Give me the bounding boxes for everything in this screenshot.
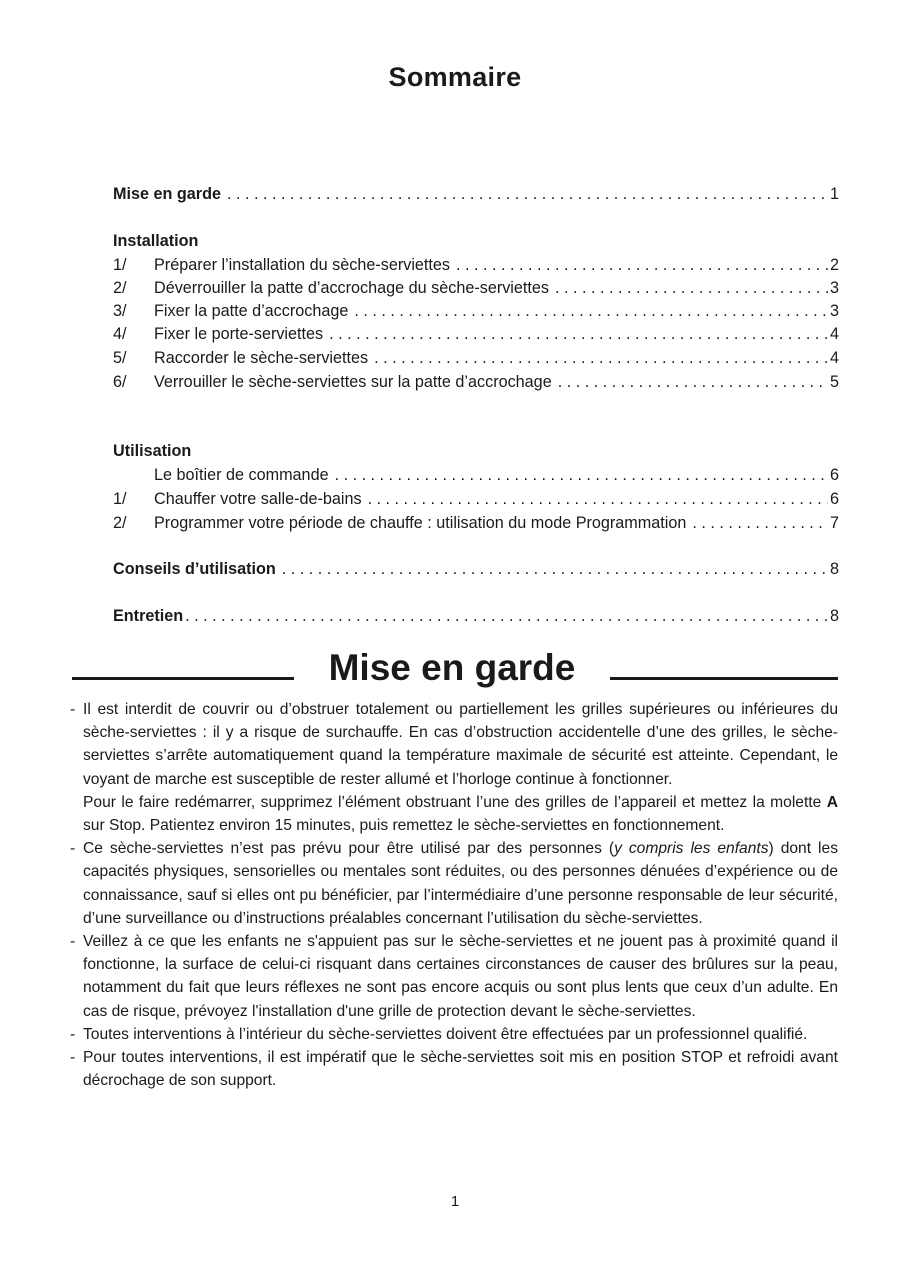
toc-entry-label: Chauffer votre salle-de-bains [154,490,362,508]
warning-item [70,1023,838,1046]
toc-entry-mise-en-garde[interactable] [113,182,839,206]
warning-item [70,930,838,1023]
section-title: Mise en garde [328,647,576,688]
text-run: Ce sèche-serviettes n’est pas prévu pour être utilisé par des personnes ( [83,840,615,858]
section-header-mise-en-garde [72,642,838,698]
toc-entry-label: Raccorder le sèche-serviettes [154,349,369,367]
toc-entry[interactable] [113,487,839,511]
toc-entry-page: 3 [829,302,839,320]
toc-leader-dots [558,370,828,394]
toc-entry-page: 3 [829,279,839,297]
toc-entry-label: Conseils d’utilisation [113,560,276,578]
page-number: 1 [450,1193,460,1210]
warning-text [83,837,838,930]
italic-run: y compris les enfants [614,840,769,858]
toc-entry-page: 2 [829,256,839,274]
toc-entry-entretien[interactable] [113,604,839,628]
toc-section-utilisation: Utilisation [113,442,192,460]
warning-text: Il est interdit de couvrir ou d’obstruer totalement ou partiellement les grilles supérieures ou inférieures du sèche-serviettes : il y a risque de surchauffe. En cas d’obstruction accidentelle d’une des grilles, le sèche-serviettes s’arrête automatiquement quand la température maximale de sécurité est atteinte. Cependant, le voyant de marche est susceptible de rester allumé et l’horloge continue à fonctionner. [83,701,838,788]
toc-leader-dots [335,463,828,487]
toc-entry-label: Programmer votre période de chauffe : utilisation du mode Programmation [154,514,687,532]
toc-entry-page: 5 [829,373,839,391]
toc-entry-page: 4 [829,325,839,343]
list-dash: - [70,1049,76,1067]
knob-reference: A [826,793,838,811]
warning-text: Toutes interventions à l’intérieur du sèche-serviettes doivent être effectuées par un professionnel qualifié. [83,1025,808,1043]
toc-leader-dots [227,182,828,206]
header-rule-left [72,677,294,680]
toc-entry[interactable] [113,346,839,370]
toc-leader-dots [692,511,828,535]
toc-entry-number: 2/ [113,279,127,297]
toc-entry-page: 6 [829,490,839,508]
toc-entry[interactable] [113,370,839,394]
warning-item [70,1046,838,1092]
text-run: sur Stop. Patientez environ 15 minutes, puis remettez le sèche-serviettes en fonctionnement. [83,817,725,835]
toc-section-installation: Installation [113,232,199,250]
toc-entry-number: 6/ [113,373,127,391]
toc-leader-dots [456,253,828,277]
toc-entry[interactable] [113,463,839,487]
toc-entry-label: Verrouiller le sèche-serviettes sur la patte d’accrochage [154,373,552,391]
list-dash: - [70,701,76,718]
toc-entry[interactable] [113,322,839,346]
toc-entry-label: Entretien [113,607,184,625]
toc-entry[interactable] [113,276,839,300]
warning-text: Veillez à ce que les enfants ne s'appuient pas sur le sèche-serviettes et ne jouent pas à proximité quand il fonctionne, la surface de celui-ci risquant dans certaines circonstances de causer des brûlures sur la peau, notamment du fait que leurs réflexes ne sont pas encore acquis ou sont plus lents que ceux d’un adulte. En cas de risque, prévoyez l'installation d'une grille de protection devant le sèche-serviettes. [83,933,838,1020]
toc-entry-page: 1 [829,185,839,203]
toc-entry-page: 4 [829,349,839,367]
toc-leader-dots [354,299,828,323]
toc-leader-dots [282,557,828,581]
toc-entry[interactable] [113,511,839,535]
text-run: Pour le faire redémarrer, supprimez l’élément obstruant l’une des grilles de l’appareil et mettez la molette [83,793,827,811]
warning-text [83,791,838,837]
toc-entry-label: Déverrouiller la patte d’accrochage du sèche-serviettes [154,279,549,297]
toc-entry-page: 6 [829,466,839,484]
toc-leader-dots [329,322,828,346]
toc-entry-page: 8 [829,607,839,625]
toc-entry-number: 4/ [113,325,127,343]
toc-entry[interactable] [113,299,839,323]
toc-entry-page: 8 [829,560,839,578]
toc-entry-label: Fixer la patte d’accrochage [154,302,349,320]
toc-entry-number: 5/ [113,349,127,367]
toc-entry-label: Mise en garde [113,185,221,203]
toc-entry-label: Fixer le porte-serviettes [154,325,324,343]
text-run: ) dont les capacités physiques, sensorielles ou mentales sont réduites, ou des personnes dénuées d’expérience ou de connaissance, sauf si elles ont pu bénéficier, par l’intermédiaire d’une personne responsable de leur sécurité, d’une surveillance ou d’instructions préalables concernant l’utilisation du sèche-serviettes. [83,840,838,927]
list-dash: - [70,933,76,951]
toc-leader-dots [374,346,828,370]
warning-item [70,837,838,930]
toc-entry-number: 1/ [113,490,127,508]
toc-entry-page: 7 [829,514,839,532]
toc-leader-dots [185,604,828,628]
list-dash: - [70,840,76,858]
toc-entry-conseils[interactable] [113,557,839,581]
toc-leader-dots [555,276,828,300]
warning-item [70,698,838,837]
warnings-list [70,698,838,1092]
toc-title: Sommaire [388,62,522,92]
list-dash: - [70,1025,76,1043]
warning-text: Pour toutes interventions, il est impératif que le sèche-serviettes soit mis en position STOP et refroidi avant décrochage de son support. [83,1049,838,1090]
toc-entry-label: Préparer l’installation du sèche-serviettes [154,256,451,274]
toc-leader-dots [368,487,828,511]
toc-entry-number: 3/ [113,302,127,320]
toc-entry-number: 1/ [113,256,127,274]
toc-entry[interactable] [113,253,839,277]
toc-entry-label: Le boîtier de commande [154,466,329,484]
header-rule-right [610,677,838,680]
toc-entry-number: 2/ [113,514,127,532]
